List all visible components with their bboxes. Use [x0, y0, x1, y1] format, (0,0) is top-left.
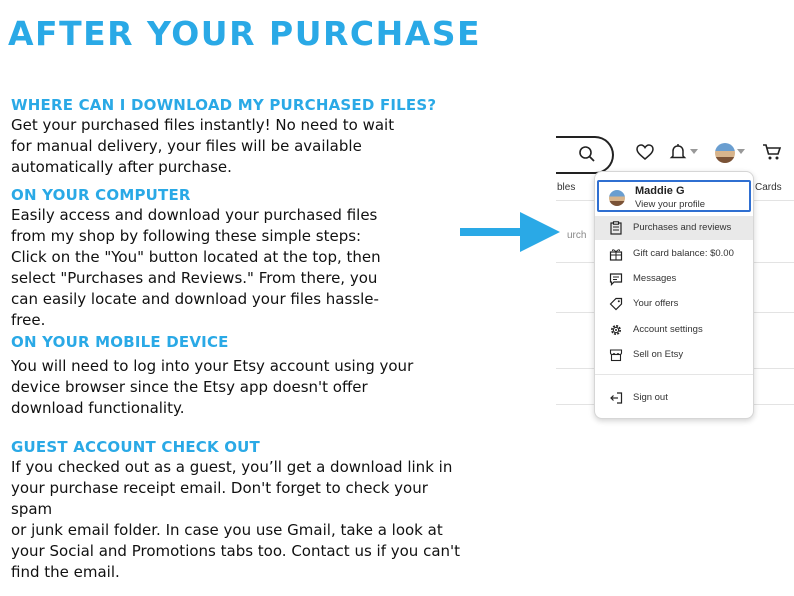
section-line: free. [11, 311, 46, 329]
tag-icon [609, 297, 623, 311]
menu-item-label: Sell on Etsy [633, 349, 684, 360]
section-line: Get your purchased files instantly! No need to wait [11, 116, 395, 134]
menu-item-sign-out[interactable] [595, 386, 753, 410]
arrow-right-icon [460, 210, 560, 254]
nav-item-gift-cards[interactable]: Cards [755, 182, 782, 193]
menu-item-messages[interactable] [595, 267, 753, 291]
search-bar[interactable] [556, 136, 614, 174]
section-line: automatically after purchase. [11, 158, 232, 176]
page-title: AFTER YOUR PURCHASE [8, 14, 482, 53]
section-mobile [11, 333, 471, 419]
section-line: device browser since the Etsy app doesn't offer [11, 378, 368, 396]
heart-icon[interactable] [636, 144, 654, 161]
menu-item-label: Account settings [633, 324, 703, 335]
search-text-partial: urch [567, 230, 587, 241]
bell-icon[interactable] [669, 143, 687, 161]
shop-icon [609, 348, 623, 362]
avatar[interactable] [715, 143, 735, 163]
section-line: from my shop by following these simple steps: [11, 227, 362, 245]
nav-item-partial[interactable]: bles [557, 182, 576, 193]
menu-item-label: Your offers [633, 298, 679, 309]
section-heading: GUEST ACCOUNT CHECK OUT [11, 438, 260, 456]
menu-item-label: Purchases and reviews [633, 222, 732, 233]
menu-item-label: Sign out [633, 392, 668, 403]
section-line: find the email. [11, 563, 120, 581]
message-icon [609, 272, 623, 286]
section-line: download functionality. [11, 399, 185, 417]
section-line: can easily locate and download your files hassle- [11, 290, 379, 308]
menu-divider [595, 374, 753, 375]
gift-icon [609, 247, 623, 261]
menu-item-account-settings[interactable] [595, 318, 753, 342]
clipboard-icon [609, 221, 623, 235]
section-line: your purchase receipt email. Don't forget to check your spam [11, 479, 428, 518]
menu-item-sell[interactable] [595, 343, 753, 367]
section-line: Click on the "You" button located at the top, then [11, 248, 381, 266]
chevron-down-icon [690, 149, 698, 155]
view-profile-item[interactable] [597, 180, 751, 212]
menu-item-label: Messages [633, 273, 677, 284]
section-heading: ON YOUR COMPUTER [11, 186, 191, 204]
section-download [11, 96, 471, 178]
search-icon[interactable] [578, 145, 596, 163]
section-guest [11, 438, 471, 583]
section-line: select "Purchases and Reviews." From there, you [11, 269, 378, 287]
menu-item-offers[interactable] [595, 292, 753, 316]
menu-item-label: Gift card balance: $0.00 [633, 248, 734, 259]
section-line: for manual delivery, your files will be available [11, 137, 362, 155]
profile-name: Maddie G [635, 185, 685, 197]
menu-item-purchases[interactable] [595, 216, 753, 240]
section-computer [11, 186, 471, 331]
sign-out-icon [609, 391, 623, 405]
section-line: You will need to log into your Etsy account using your [11, 357, 414, 375]
profile-subtitle: View your profile [635, 199, 706, 210]
account-dropdown-menu [594, 171, 754, 419]
section-line: Easily access and download your purchased files [11, 206, 378, 224]
section-heading: ON YOUR MOBILE DEVICE [11, 333, 229, 351]
section-line: your Social and Promotions tabs too. Contact us if you can't [11, 542, 461, 560]
gear-icon [609, 323, 623, 337]
menu-item-gift-card[interactable] [595, 242, 753, 266]
section-heading: WHERE CAN I DOWNLOAD MY PURCHASED FILES? [11, 96, 437, 114]
chevron-down-icon [737, 149, 745, 155]
section-line: If you checked out as a guest, you’ll get a download link in [11, 458, 453, 476]
avatar [609, 190, 625, 206]
section-line: or junk email folder. In case you use Gmail, take a look at [11, 521, 443, 539]
cart-icon[interactable] [762, 143, 782, 161]
